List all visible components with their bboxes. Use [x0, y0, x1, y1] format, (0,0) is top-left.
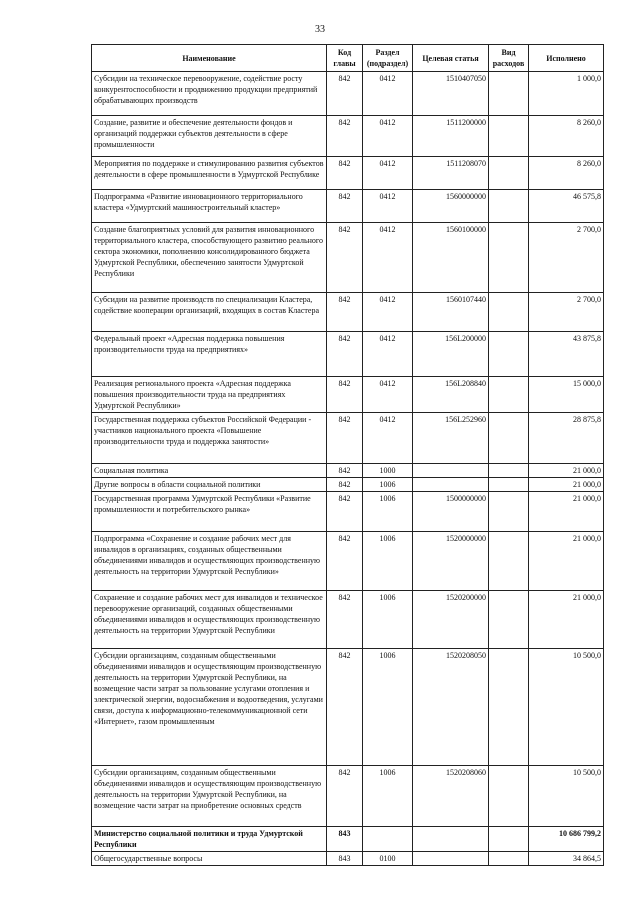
- table-row: [92, 492, 604, 532]
- cell-expense-type: [489, 157, 529, 190]
- cell-expense-type: [489, 649, 529, 766]
- cell-expense-type: [489, 464, 529, 478]
- cell-expense-type: [489, 377, 529, 413]
- cell-target: 156L208840: [413, 377, 489, 413]
- cell-expense-type: [489, 223, 529, 293]
- cell-target: 1520000000: [413, 532, 489, 591]
- cell-target: 1560107440: [413, 293, 489, 332]
- cell-section: 0412: [363, 116, 413, 157]
- cell-amount: 21 000,0: [529, 464, 604, 478]
- cell-target: 1560000000: [413, 190, 489, 223]
- cell-section: 1000: [363, 464, 413, 478]
- cell-name: Субсидии организациям, созданным общественными объединениями инвалидов и осуществляющим производственную деятельность на территории Удмуртской Республики, на возмещение части затрат на приобретение основных средств: [92, 766, 327, 827]
- table-row: [92, 293, 604, 332]
- cell-target: 1511200000: [413, 116, 489, 157]
- cell-amount: 1 000,0: [529, 72, 604, 116]
- cell-expense-type: [489, 72, 529, 116]
- cell-code: 842: [327, 478, 363, 492]
- table-row: [92, 116, 604, 157]
- cell-name: Подпрограмма «Сохранение и создание рабочих мест для инвалидов в организациях, созданных общественными объединениями инвалидов и осуществляющих производственную деятельность на территории Удмуртской Республики»: [92, 532, 327, 591]
- cell-target: 1500000000: [413, 492, 489, 532]
- cell-amount: 21 000,0: [529, 532, 604, 591]
- cell-section: 0100: [363, 852, 413, 866]
- table-row: [92, 591, 604, 649]
- cell-target: 1520200000: [413, 591, 489, 649]
- cell-section: 1006: [363, 532, 413, 591]
- table-row: [92, 377, 604, 413]
- table-row: [92, 827, 604, 852]
- header-amount: Исполнено: [529, 45, 604, 72]
- cell-expense-type: [489, 190, 529, 223]
- cell-name: Другие вопросы в области социальной политики: [92, 478, 327, 492]
- cell-expense-type: [489, 492, 529, 532]
- cell-target: [413, 464, 489, 478]
- page-number: 33: [315, 24, 325, 35]
- cell-code: 842: [327, 377, 363, 413]
- cell-name: Реализация регионального проекта «Адресная поддержка повышения производительности труда на предприятиях Удмуртской Республики»: [92, 377, 327, 413]
- cell-target: [413, 852, 489, 866]
- cell-amount: 21 000,0: [529, 591, 604, 649]
- cell-name: Государственная программа Удмуртской Республики «Развитие промышленности и потребительского рынка»: [92, 492, 327, 532]
- cell-code: 842: [327, 413, 363, 464]
- cell-code: 842: [327, 116, 363, 157]
- budget-table: [91, 44, 604, 866]
- table-row: [92, 413, 604, 464]
- cell-amount: 21 000,0: [529, 478, 604, 492]
- cell-section: 1006: [363, 649, 413, 766]
- cell-target: 1520208050: [413, 649, 489, 766]
- cell-code: 842: [327, 492, 363, 532]
- cell-code: 843: [327, 852, 363, 866]
- table-body: [92, 72, 604, 866]
- cell-amount: 15 000,0: [529, 377, 604, 413]
- table-row: [92, 766, 604, 827]
- cell-expense-type: [489, 478, 529, 492]
- table-row: [92, 478, 604, 492]
- cell-section: 1006: [363, 766, 413, 827]
- cell-name: Создание, развитие и обеспечение деятельности фондов и организаций поддержки субъектов деятельности в сфере промышленности: [92, 116, 327, 157]
- cell-code: 842: [327, 223, 363, 293]
- cell-expense-type: [489, 852, 529, 866]
- cell-amount: 10 500,0: [529, 649, 604, 766]
- cell-section: 0412: [363, 377, 413, 413]
- cell-target: 1510407050: [413, 72, 489, 116]
- cell-name: Социальная политика: [92, 464, 327, 478]
- cell-code: 842: [327, 293, 363, 332]
- table-row: [92, 464, 604, 478]
- cell-amount: 10 500,0: [529, 766, 604, 827]
- cell-name: Сохранение и создание рабочих мест для инвалидов и техническое перевооружение организаций, созданных общественными объединениями инвалидов и осуществляющих производственную деятельность на территории Удмуртской Республики: [92, 591, 327, 649]
- cell-name: Федеральный проект «Адресная поддержка повышения производительности труда на предприятиях»: [92, 332, 327, 377]
- cell-code: 843: [327, 827, 363, 852]
- cell-target: 1511208070: [413, 157, 489, 190]
- cell-code: 842: [327, 591, 363, 649]
- cell-amount: 2 700,0: [529, 293, 604, 332]
- cell-name: Подпрограмма «Развитие инновационного территориального кластера «Удмуртский машиностроительный кластер»: [92, 190, 327, 223]
- cell-name: Субсидии организациям, созданным общественными объединениями инвалидов и осуществляющим производственную деятельность на территории Удмуртской Республики, на возмещение части затрат за пользование услугами отопления и электрической энергии, водоснабжения и водоотведения, услугами связи, доступа к информационно-телекоммуникационной сети «Интернет», газом промышленным: [92, 649, 327, 766]
- cell-name: Субсидии на техническое перевооружение, содействие росту конкурентоспособности и продвижению продукции предприятий обрабатывающих производств: [92, 72, 327, 116]
- table-header-row: [92, 45, 604, 72]
- cell-code: 842: [327, 464, 363, 478]
- cell-section: 0412: [363, 223, 413, 293]
- cell-code: 842: [327, 532, 363, 591]
- cell-section: 0412: [363, 293, 413, 332]
- cell-name: Государственная поддержка субъектов Российской Федерации - участников национального проекта «Повышение производительности труда и поддержка занятости»: [92, 413, 327, 464]
- cell-target: 156L252960: [413, 413, 489, 464]
- cell-section: 1006: [363, 591, 413, 649]
- table-row: [92, 190, 604, 223]
- table-row: [92, 649, 604, 766]
- cell-name: Общегосударственные вопросы: [92, 852, 327, 866]
- cell-expense-type: [489, 591, 529, 649]
- cell-name: Субсидии на развитие производств по специализации Кластера, содействие кооперации организаций, входящих в состав Кластера: [92, 293, 327, 332]
- cell-target: [413, 478, 489, 492]
- header-section: Раздел (подраздел): [363, 45, 413, 72]
- cell-section: 1006: [363, 492, 413, 532]
- header-name: Наименование: [92, 45, 327, 72]
- cell-expense-type: [489, 332, 529, 377]
- cell-expense-type: [489, 532, 529, 591]
- cell-target: 1520208060: [413, 766, 489, 827]
- cell-amount: 8 260,0: [529, 116, 604, 157]
- cell-target: 156L200000: [413, 332, 489, 377]
- cell-expense-type: [489, 766, 529, 827]
- cell-amount: 34 864,5: [529, 852, 604, 866]
- cell-code: 842: [327, 649, 363, 766]
- cell-expense-type: [489, 827, 529, 852]
- cell-amount: 21 000,0: [529, 492, 604, 532]
- table-row: [92, 332, 604, 377]
- cell-section: 0412: [363, 332, 413, 377]
- cell-code: 842: [327, 157, 363, 190]
- cell-section: 0412: [363, 190, 413, 223]
- cell-amount: 10 686 799,2: [529, 827, 604, 852]
- cell-amount: 43 875,8: [529, 332, 604, 377]
- cell-expense-type: [489, 413, 529, 464]
- header-expense-type: Вид расходов: [489, 45, 529, 72]
- table-row: [92, 532, 604, 591]
- cell-amount: 46 575,8: [529, 190, 604, 223]
- table-row: [92, 72, 604, 116]
- cell-code: 842: [327, 332, 363, 377]
- cell-amount: 2 700,0: [529, 223, 604, 293]
- cell-amount: 28 875,8: [529, 413, 604, 464]
- cell-code: 842: [327, 766, 363, 827]
- table-row: [92, 223, 604, 293]
- cell-section: 0412: [363, 413, 413, 464]
- header-target: Целевая статья: [413, 45, 489, 72]
- table-row: [92, 852, 604, 866]
- cell-name: Создание благоприятных условий для развития инновационного территориального кластера, способствующего развитию реального сектора экономики, пополнению консолидированного бюджета Удмуртской Республики, обеспечению занятости Удмуртской Республики: [92, 223, 327, 293]
- cell-name: Министерство социальной политики и труда Удмуртской Республики: [92, 827, 327, 852]
- cell-name: Мероприятия по поддержке и стимулированию развития субъектов деятельности в сфере промышленности в Удмуртской Республике: [92, 157, 327, 190]
- cell-target: [413, 827, 489, 852]
- cell-section: [363, 827, 413, 852]
- cell-section: 0412: [363, 72, 413, 116]
- cell-expense-type: [489, 293, 529, 332]
- header-code: Код главы: [327, 45, 363, 72]
- cell-section: 0412: [363, 157, 413, 190]
- table-row: [92, 157, 604, 190]
- cell-code: 842: [327, 190, 363, 223]
- cell-section: 1006: [363, 478, 413, 492]
- cell-amount: 8 260,0: [529, 157, 604, 190]
- cell-target: 1560100000: [413, 223, 489, 293]
- cell-code: 842: [327, 72, 363, 116]
- cell-expense-type: [489, 116, 529, 157]
